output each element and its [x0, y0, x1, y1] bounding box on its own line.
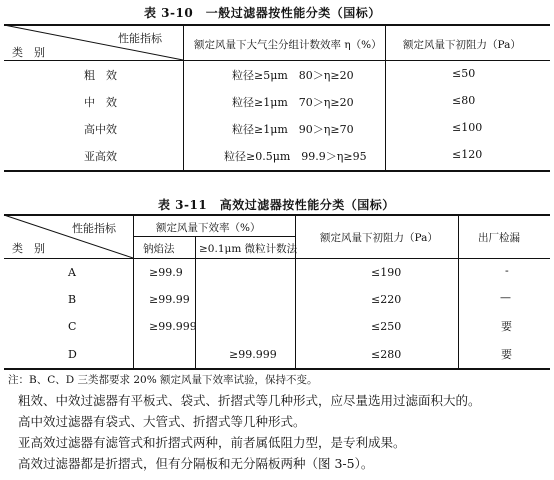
table2-row-resistance: ≤220 — [371, 293, 402, 306]
table1-row-type: 粗 效 — [84, 69, 117, 82]
body-paragraph: 高中效过滤器有袋式、大管式、折摺式等几种形式。 — [18, 414, 306, 429]
table1-row-efficiency: 粒径≥0.5μm 99.9＞η≥95 — [224, 150, 367, 163]
table1-row-type: 亚高效 — [84, 150, 117, 163]
table2-col-efficiency-header: 额定风量下效率（%） — [156, 222, 261, 234]
table2-row-resistance: ≤280 — [371, 348, 402, 361]
table2-col-resistance-header: 额定风量下初阻力（Pa） — [320, 232, 438, 244]
table2-row-sodium: ≥99.99 — [149, 293, 190, 306]
table2-col-divider-4 — [458, 214, 459, 369]
table2-row-type: D — [68, 348, 77, 361]
table2-row-type: C — [68, 320, 77, 333]
table2-row-leak-check: 要 — [501, 320, 512, 333]
table1-caption: 表 3-10 一般过滤器按性能分类（国标） — [144, 6, 381, 20]
table1-row-efficiency: 粒径≥1μm 90＞η≥70 — [232, 123, 354, 136]
table1-row-type: 中 效 — [84, 96, 117, 109]
table1-row-resistance: ≤120 — [452, 148, 483, 161]
table-footnote: 注：B、C、D 三类都要求 20% 额定风量下效率试验，保持不变。 — [8, 374, 318, 386]
table1-bottom-rule — [4, 170, 550, 172]
table2-row-type: A — [68, 266, 76, 279]
table1-col-resistance-header: 额定风量下初阻力（Pa） — [403, 39, 521, 51]
table2-col-leak-check-header: 出厂检漏 — [478, 232, 520, 244]
table2-bottom-rule — [4, 368, 550, 370]
table1-row-efficiency: 粒径≥1μm 70＞η≥20 — [232, 96, 354, 109]
table2-row-resistance: ≤190 — [371, 266, 402, 279]
table2-row-resistance: ≤250 — [371, 320, 402, 333]
table2-subheader-rule — [133, 236, 295, 237]
table1-row-resistance: ≤80 — [452, 94, 476, 107]
table2-col-divider-3 — [295, 214, 296, 369]
table2-corner-bottom: 类 别 — [12, 242, 45, 255]
table1-row-resistance: ≤50 — [452, 67, 476, 80]
table2-caption: 表 3-11 高效过滤器按性能分类（国标） — [158, 198, 395, 212]
table2-row-sodium: ≥99.9 — [149, 266, 183, 279]
table2-row-leak-check: — — [500, 291, 511, 304]
table1-col-efficiency-header: 额定风量下大气尘分组计数效率 η（%） — [194, 39, 382, 51]
table1-row-efficiency: 粒径≥5μm 80＞η≥20 — [232, 69, 354, 82]
table2-sub-count-header: ≥0.1μm 微粒计数法 — [199, 243, 298, 255]
table2-sub-sodium-header: 钠焰法 — [143, 243, 175, 255]
table2-row-count: ≥99.999 — [229, 348, 277, 361]
table1-corner-bottom: 类 别 — [12, 46, 45, 59]
table1-row-type: 高中效 — [84, 123, 117, 136]
body-paragraph: 亚高效过滤器有滤管式和折摺式两种，前者属低阻力型，是专利成果。 — [18, 435, 406, 450]
table2-row-type: B — [68, 293, 77, 306]
table2-col-divider-2 — [195, 236, 196, 369]
table1-row-resistance: ≤100 — [452, 121, 483, 134]
table2-row-leak-check: - — [505, 264, 509, 277]
table1-col-divider-2 — [385, 24, 386, 171]
body-paragraph: 粗效、中效过滤器有平板式、袋式、折摺式等几种形式，应尽量选用过滤面积大的。 — [18, 393, 481, 408]
table2-header-rule — [4, 258, 550, 259]
table2-corner-top: 性能指标 — [72, 222, 116, 235]
table2-row-leak-check: 要 — [501, 348, 512, 361]
table1-header-rule — [4, 60, 550, 61]
table2-row-sodium: ≥99.999 — [149, 320, 197, 333]
body-paragraph: 高效过滤器都是折摺式，但有分隔板和无分隔板两种（图 3-5）。 — [18, 456, 374, 471]
table1-corner-top: 性能指标 — [118, 32, 162, 45]
